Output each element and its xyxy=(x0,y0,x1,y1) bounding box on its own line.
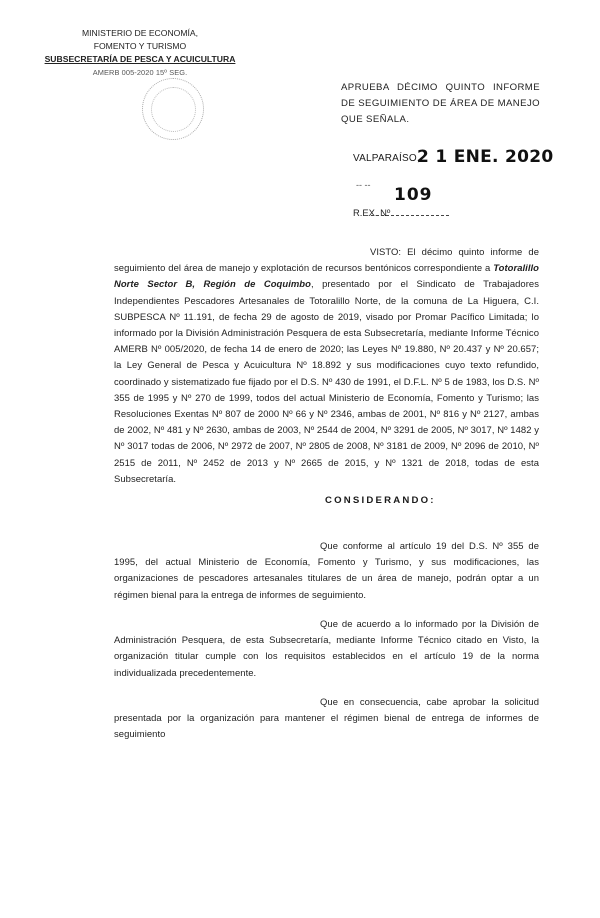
letterhead xyxy=(40,27,240,79)
ministry-line-1: MINISTERIO DE ECONOMÍA, xyxy=(81,28,199,38)
date-stamp: 2 1 ENE. 2020 xyxy=(417,147,554,167)
considerando-text-1: Que conforme al artículo 19 del D.S. Nº 355 de 1995, del actual Ministerio de Economía, Fomento y Turismo, y sus modificaciones, las organizaciones de pescadores artesanales titulares de un área de manejo, podrán optar a un régimen bienal para la entrega de informes de seguimiento. xyxy=(114,541,539,601)
ministry-line-2: FOMENTO Y TURISMO xyxy=(93,41,187,51)
amerb-reference: AMERB 005-2020 15º SEG. xyxy=(92,68,188,77)
considerando-text-3: Que en consecuencia, cabe aprobar la solicitud presentada por la organización para mantener el régimen bienal de entrega de informes de seguimiento xyxy=(114,697,539,741)
considerando-heading: CONSIDERANDO: xyxy=(325,495,436,506)
visto-text-a: El décimo quinto informe de seguimiento del área de manejo y explotación de recursos bentónicos correspondiente a xyxy=(114,247,539,275)
area-name: Totoralillo Norte Sector B, Región de Coquimbo xyxy=(114,263,539,291)
dash-mark: -- -- xyxy=(356,180,371,190)
considerando-text-2: Que de acuerdo a lo informado por la División de Administración Pesquera, de esta Subsecretaría, mediante Informe Técnico citado en Visto, la organización titular cumple con los requisitos establecidos en el artículo 19 de la norma individualizada precedentemente. xyxy=(114,619,539,679)
place-label: VALPARAÍSO, xyxy=(353,153,420,164)
resolution-title: APRUEBA DÉCIMO QUINTO INFORME DE SEGUIMIENTO DE ÁREA DE MANEJO QUE SEÑALA. xyxy=(341,82,540,125)
considerando-paragraph-2 xyxy=(114,617,539,682)
visto-text-b: , presentado por el Sindicato de Trabajadores Independientes Pescadores Artesanales de Totoralillo Norte, de la comuna de La Higuera, C.I. SUBPESCA Nº 11.191, de fecha 29 de agosto de 2019, visado por Promar Pacífico Limitada; lo informado por la División Administración Pesquera de esta Subsecretaría, mediante Informe Técnico AMERB Nº 005/2020, de fecha 14 de enero de 2020; las Leyes Nº 19.880, Nº 20.437 y Nº 20.657; la Ley General de Pesca y Acuicultura Nº 18.892 y sus modificaciones cuyo texto refundido, coordinado y sistematizado fue fijado por el D.S. Nº 430 de 1991, el D.F.L. Nº 5 de 1983, los D.S. Nº 355 de 1995 y Nº 270 de 1999, todos del actual Ministerio de Economía, Fomento y Turismo; las Resoluciones Exentas Nº 807 de 2000 Nº 66 y Nº 2346, ambas de 2001, Nº 816 y Nº 2127, ambas de 2002, Nº 481 y Nº 2630, ambas de 2003, Nº 2544 de 2004, Nº 3291 de 2005, Nº 3017, Nº 1482 y Nº 3017 todas de 2006, Nº 2972 de 2007, Nº 2805 de 2008, Nº 3181 de 2009, Nº 2096 de 2010, Nº 2515 de 2011, Nº 2452 de 2013 y Nº 2665 de 2015, y Nº 1321 de 2018, todas de esta Subsecretaría. xyxy=(114,279,539,485)
seal-stamp-icon xyxy=(142,78,204,140)
considerando-paragraph-3 xyxy=(114,695,539,744)
resolution-number: 109 xyxy=(394,185,433,205)
rex-label: R.EX. Nº xyxy=(353,207,391,218)
rex-number-line xyxy=(371,215,449,216)
visto-label: VISTO: xyxy=(370,247,402,258)
subsecretaria-name: SUBSECRETARÍA DE PESCA Y ACUICULTURA xyxy=(44,54,236,64)
considerando-paragraph-1 xyxy=(114,539,539,604)
visto-paragraph xyxy=(114,245,539,488)
